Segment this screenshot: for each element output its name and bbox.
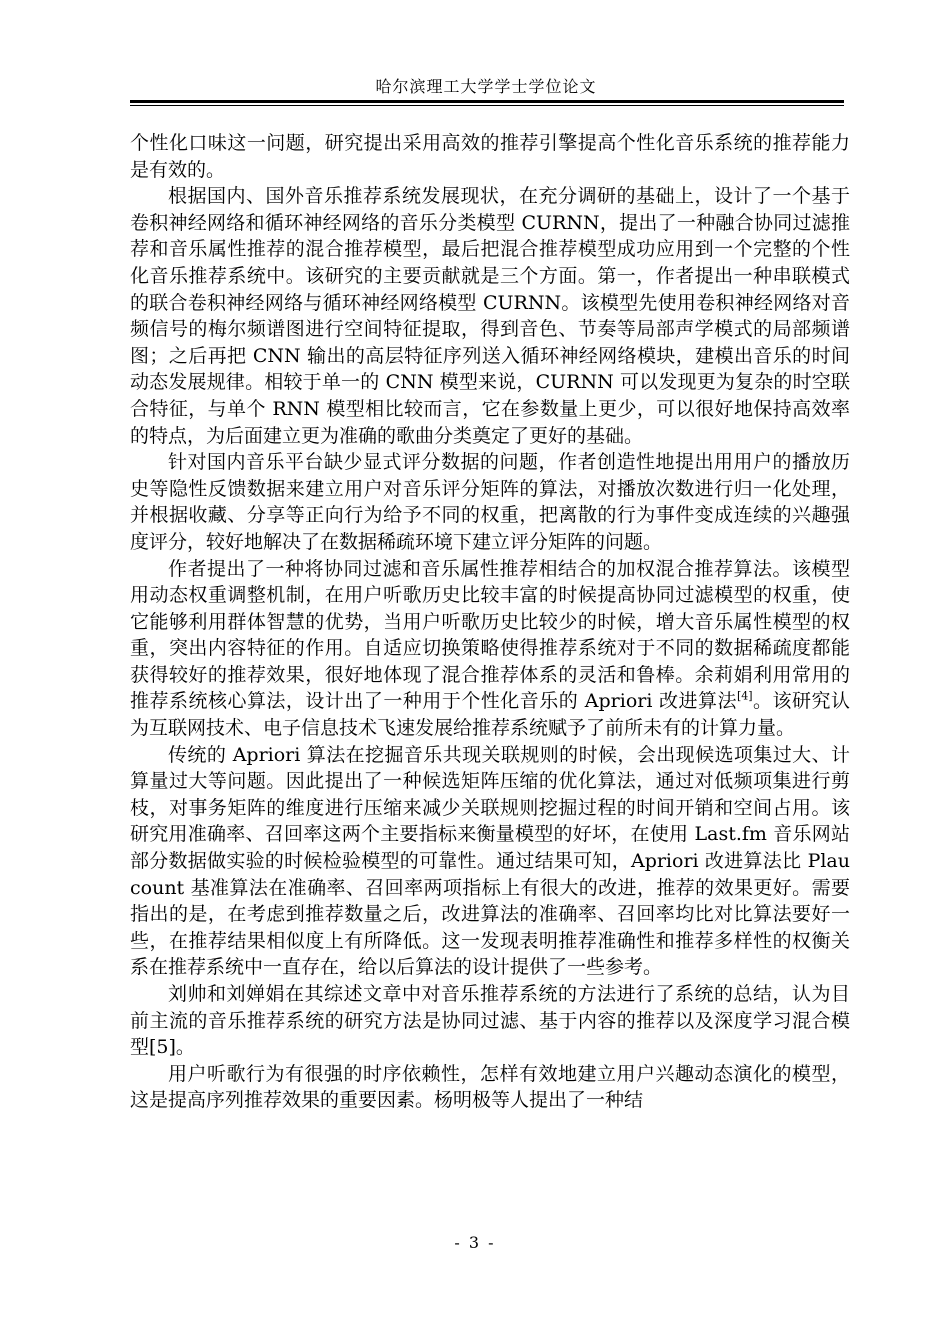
paragraph-continuation [130,130,850,183]
body-text [130,130,850,1114]
paragraph-text-tail: 。该研究认为互联网技术、电子信息技术飞速发展给推荐系统赋予了前所未有的计算力量。 [130,690,850,740]
paragraph-text: 个性化口味这一问题，研究提出采用高效的推荐引擎提高个性化音乐系统的推荐能力是有效的。 [130,132,850,181]
paragraph-curnn [130,183,850,449]
paragraph-implicit-feedback [130,449,850,555]
running-header: 哈尔滨理工大学学士学位论文 [375,77,597,96]
paragraph-text: 传统的 Apriori 算法在挖掘音乐共现关联规则的时候，会出现候选项集过大、计算量过大等问题。因此提出了一种候选矩阵压缩的优化算法，通过对低频项集进行剪枝，对事务矩阵的维度进行压缩来减少关联规则挖掘过程的时间开销和空间占用。该研究用准确率、召回率这两个主要指标来衡量模型的好坏，在使用 Last.fm 音乐网站部分数据做实验的时候检验模型的可靠性。通过结果可知，Apriori 改进算法比 Plaucount 基准算法在准确率、召回率两项指标上有很大的改进，推荐的效果更好。需要指出的是，在考虑到推荐数量之后，改进算法的准确率、召回率均比对比算法要好一些，在推荐结果相似度上有所降低。这一发现表明推荐准确性和推荐多样性的权衡关系在推荐系统中一直存在，给以后算法的设计提供了一些参考。 [130,743,850,979]
header-rule-thick [130,100,844,103]
paragraph-text: 作者提出了一种将协同过滤和音乐属性推荐相结合的加权混合推荐算法。该模型用动态权重调整机制，在用户听歌历史比较丰富的时候提高协同过滤模型的权重，使它能够利用群体智慧的优势，当用户听歌历史比较少的时候，增大音乐属性模型的权重，突出内容特征的作用。自适应切换策略使得推荐系统对于不同的数据稀疏度都能获得较好的推荐效果，很好地体现了混合推荐体系的灵活和鲁棒。余莉娟利用常用的推荐系统核心算法，设计出了一种用于个性化音乐的 Apriori 改进算法 [130,557,850,713]
paragraph-text: 用户听歌行为有很强的时序依赖性，怎样有效地建立用户兴趣动态演化的模型，这是提高序列推荐效果的重要因素。杨明极等人提出了一种结 [130,1062,850,1112]
paragraph-hybrid-recommendation [130,556,850,742]
paragraph-sequential [130,1061,850,1114]
paragraph-apriori [130,742,850,981]
paragraph-survey [130,981,850,1061]
header-rule-thin [130,105,844,106]
citation-superscript: [4] [736,690,753,704]
paragraph-text: 针对国内音乐平台缺少显式评分数据的问题，作者创造性地提出用用户的播放历史等隐性反馈数据来建立用户对音乐评分矩阵的算法，对播放次数进行归一化处理，并根据收藏、分享等正向行为给予不同的权重，把离散的行为事件变成连续的兴趣强度评分，较好地解决了在数据稀疏环境下建立评分矩阵的问题。 [130,451,850,553]
paragraph-text: 刘帅和刘婵娟在其综述文章中对音乐推荐系统的方法进行了系统的总结，认为目前主流的音乐推荐系统的研究方法是协同过滤、基于内容的推荐以及深度学习混合模型[5]。 [130,983,850,1059]
paragraph-text: 根据国内、国外音乐推荐系统发展现状，在充分调研的基础上，设计了一个基于卷积神经网络和循环神经网络的音乐分类模型 CURNN，提出了一种融合协同过滤推荐和音乐属性推荐的混合推荐模型，最后把混合推荐模型成功应用到一个完整的个性化音乐推荐系统中。该研究的主要贡献就是三个方面。第一，作者提出一种串联模式的联合卷积神经网络与循环神经网络模型 CURNN。该模型先使用卷积神经网络对音频信号的梅尔频谱图进行空间特征提取，得到音色、节奏等局部声学模式的局部频谱图；之后再把 CNN 输出的高层特征序列送入循环神经网络模块，建模出音乐的时间动态发展规律。相较于单一的 CNN 模型来说，CURNN 可以发现更为复杂的时空联合特征，与单个 RNN 模型相比较而言，它在参数量上更少，可以很好地保持高效率的特点，为后面建立更为准确的歌曲分类奠定了更好的基础。 [130,185,850,447]
page-number: - 3 - [454,1233,496,1252]
